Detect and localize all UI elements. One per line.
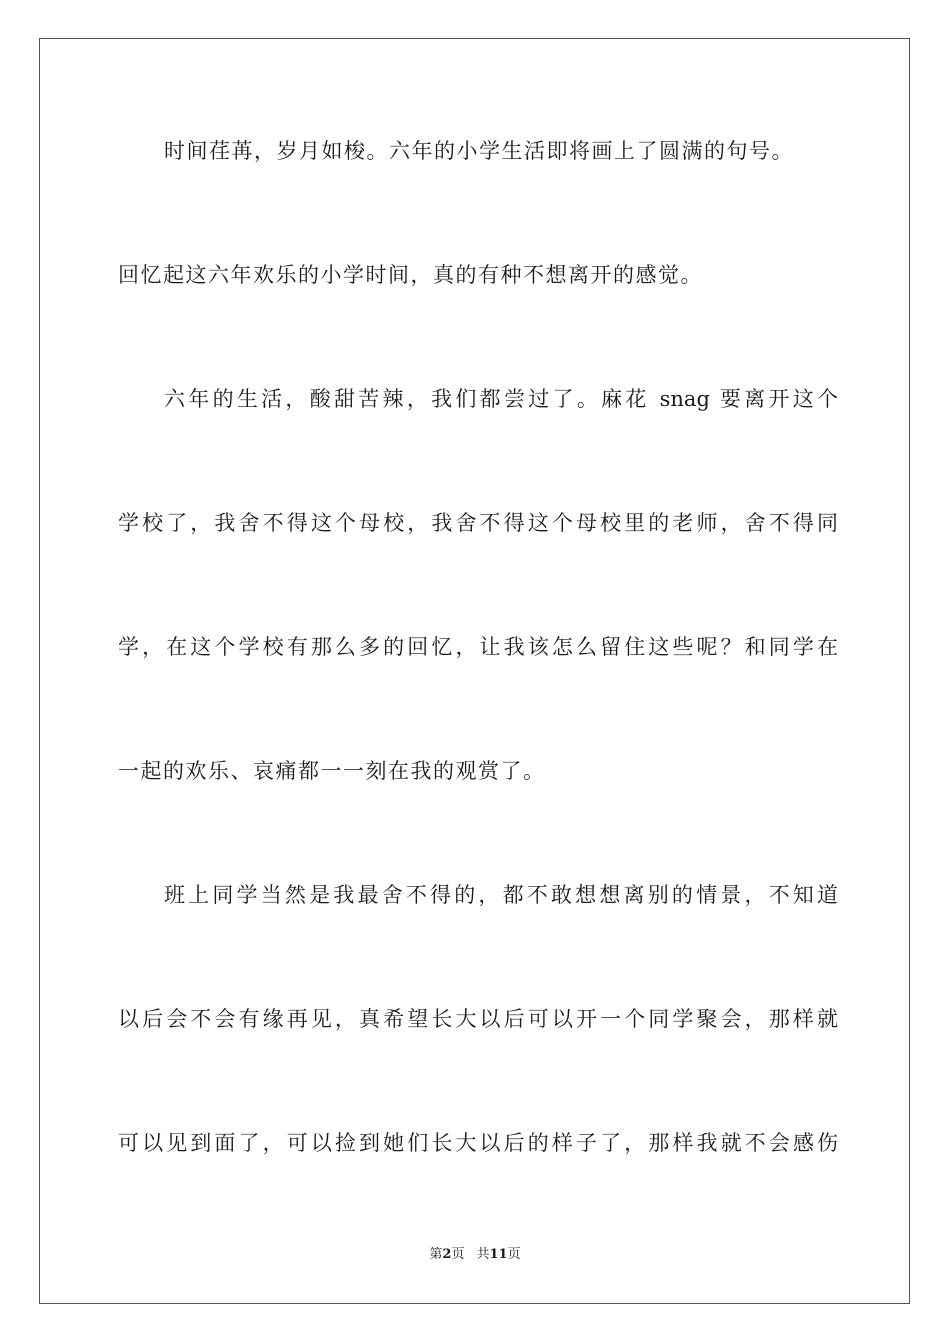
total-pages: 11 bbox=[489, 1247, 508, 1262]
total-prefix: 共 bbox=[476, 1247, 490, 1262]
page-footer bbox=[0, 1246, 950, 1264]
paragraph-2-line-1: 六年的生活，酸甜苦辣，我们都尝过了。麻花 snag 要离开这个 bbox=[164, 387, 838, 411]
paragraph-3-line-3: 可以见到面了，可以捡到她们长大以后的样子了，那样我就不会感伤 bbox=[118, 1131, 838, 1155]
paragraph-1-line-1: 时间荏苒，岁月如梭。六年的小学生活即将画上了圆满的句号。 bbox=[164, 139, 794, 163]
paragraph-3-line-1: 班上同学当然是我最舍不得的，都不敢想想离别的情景，不知道 bbox=[164, 883, 838, 907]
paragraph-3-line-2: 以后会不会有缘再见，真希望长大以后可以开一个同学聚会，那样就 bbox=[118, 1007, 838, 1031]
page-suffix: 页 bbox=[451, 1247, 465, 1262]
paragraph-1-line-2: 回忆起这六年欢乐的小学时间，真的有种不想离开的感觉。 bbox=[118, 263, 703, 287]
paragraph-2-line-4: 一起的欢乐、哀痛都一一刻在我的观赏了。 bbox=[118, 759, 546, 783]
paragraph-2-line-2: 学校了，我舍不得这个母校，我舍不得这个母校里的老师，舍不得同 bbox=[118, 511, 838, 535]
page-number: 2 bbox=[442, 1247, 452, 1262]
page-prefix: 第 bbox=[429, 1247, 443, 1262]
page-frame bbox=[39, 38, 910, 1304]
paragraph-2-line-3: 学，在这个学校有那么多的回忆，让我该怎么留住这些呢？和同学在 bbox=[118, 635, 838, 659]
total-suffix: 页 bbox=[507, 1247, 521, 1262]
